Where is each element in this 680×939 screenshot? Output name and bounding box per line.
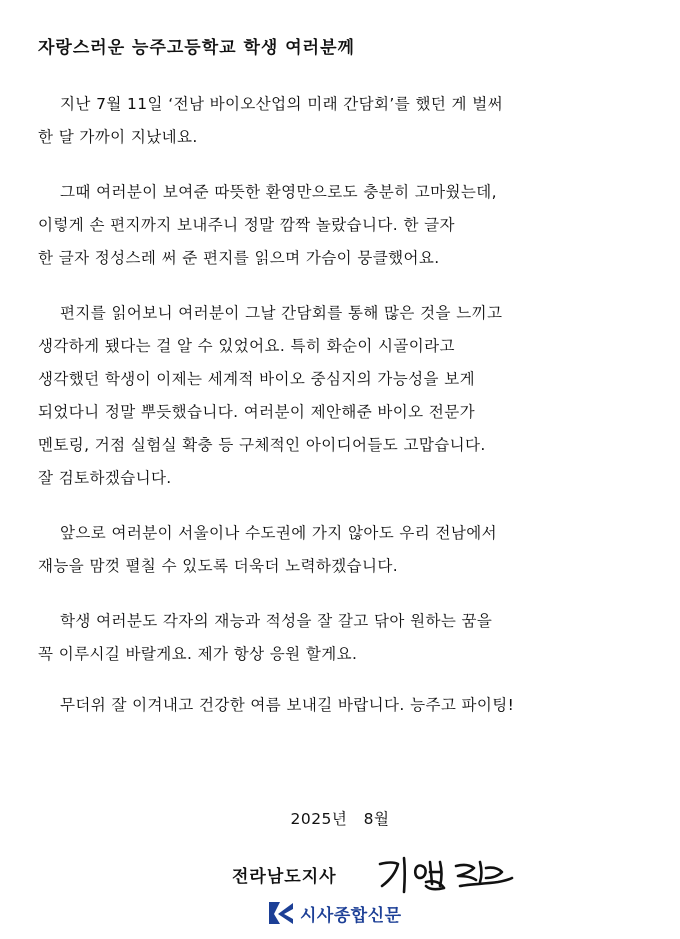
letter-paragraph: 편지를 읽어보니 여러분이 그날 간담회를 통해 많은 것을 느끼고 생각하게 됐다는 걸 알 수 있었어요. 특히 화순이 시골이라고 생각했던 학생이 이제는 세계적 바이오 중심지의 가능성을 보게 되었다니 정말 뿌듯했습니다. 여러분이 제안해준 바이오 전문가 멘토링, 거점 실험실 확충 등 구체적인 아이디어들도 고맙습니다. 잘 검토하겠습니다. [38,304,503,487]
letter-body [38,88,648,744]
letter-paragraph: 앞으로 여러분이 서울이나 수도권에 가지 않아도 우리 전남에서 재능을 맘껏 펼칠 수 있도록 더욱더 노력하겠습니다. [38,524,497,575]
letter-paragraph: 그때 여러분이 보여준 따뜻한 환영만으로도 충분히 고마웠는데, 이렇게 손 편지까지 보내주니 정말 깜짝 놀랐습니다. 한 글자 한 글자 정성스레 써 준 편지를 읽으며 가슴이 뭉클했어요. [38,183,497,267]
letter-paragraph: 지난 7월 11일 ‘전남 바이오산업의 미래 간담회’를 했던 게 벌써 한 달 가까이 지났네요. [38,95,503,146]
letter-paragraph: 학생 여러분도 각자의 재능과 적성을 잘 갈고 닦아 원하는 꿈을 꼭 이루시길 바랄게요. 제가 항상 응원 할게요. [38,612,493,663]
letter-paragraph: 무더위 잘 이겨내고 건강한 여름 보내길 바랍니다. 능주고 파이팅! [60,696,515,714]
handwritten-signature [374,852,524,896]
letter-date: 2025년 8월 [290,810,390,828]
sisa-logo-icon [266,900,296,926]
news-watermark [266,898,426,928]
watermark-text: 시사종합신문 [300,906,402,926]
signature-block [232,852,532,896]
letter-salutation: 자랑스러운 능주고등학교 학생 여러분께 [38,38,355,58]
signer-title: 전라남도지사 [232,867,337,887]
